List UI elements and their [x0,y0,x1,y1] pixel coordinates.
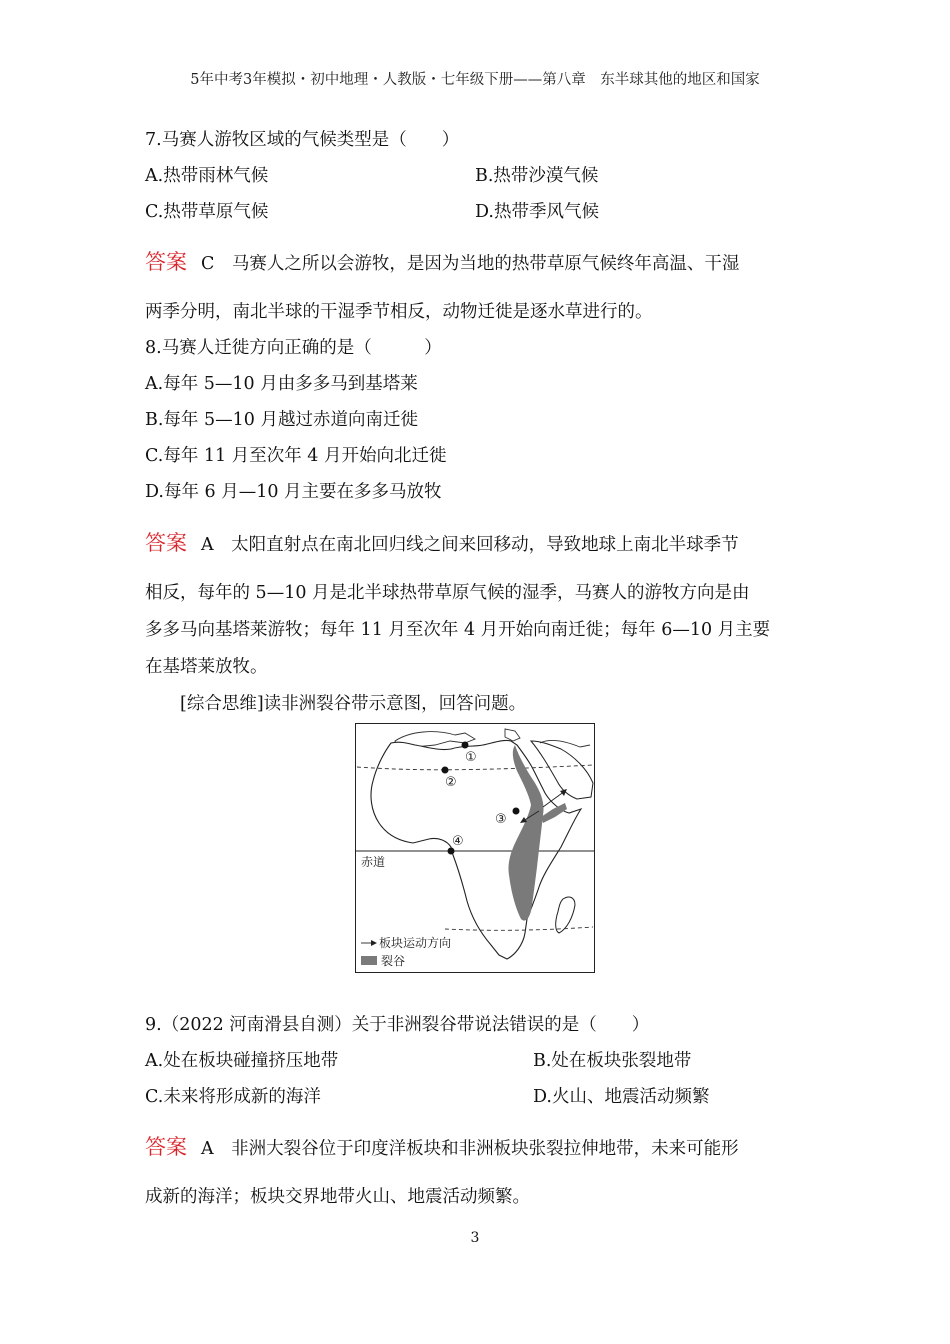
q8-option-c: C.每年 11 月至次年 4 月开始向北迁徙 [145,446,447,466]
marker-dot-2 [442,767,449,774]
q8-option-b: B.每年 5—10 月越过赤道向南迁徙 [145,410,418,430]
answer-8-line-4: 在基塔莱放牧。 [145,657,268,677]
q8-option-d: D.每年 6 月—10 月主要在多多马放牧 [145,482,442,502]
marker-label-2: ② [445,775,457,790]
answer-label: 答案 [145,1135,187,1159]
marker-label-3: ③ [495,812,507,827]
marker-label-4: ④ [452,834,464,849]
equator-label: 赤道 [361,855,386,869]
q7-option-a: A.热带雨林气候 [145,166,269,186]
answer-7-line-1: C 马赛人之所以会游牧，是因为当地的热带草原气候终年高温、干湿 [201,254,740,274]
answer-7-line-2: 两季分明，南北半球的干湿季节相反，动物迁徙是逐水草进行的。 [145,302,653,322]
q9-option-a: A.处在板块碰撞挤压地带 [145,1051,339,1071]
answer-7 [145,246,739,276]
answer-9-line-1: A 非洲大裂谷位于印度洋板块和非洲板块张裂拉伸地带，未来可能形 [201,1139,739,1159]
answer-label: 答案 [145,531,187,555]
page-header: 5年中考3年模拟・初中地理・人教版・七年级下册——第八章 东半球其他的地区和国家 [190,72,760,88]
answer-label: 答案 [145,250,187,274]
marker-label-1: ① [465,750,477,765]
marker-dot-3 [513,808,520,815]
q9-option-c: C.未来将形成新的海洋 [145,1087,321,1107]
answer-8-line-1: A 太阳直射点在南北回归线之间来回移动，导致地球上南北半球季节 [201,535,739,555]
africa-rift-map [355,723,595,973]
legend-rift-label: 裂谷 [381,954,406,968]
answer-9-line-2: 成新的海洋；板块交界地带火山、地震活动频繁。 [145,1187,530,1207]
q9-stem: 9.（2022 河南滑县自测）关于非洲裂谷带说法错误的是（ ） [145,1015,650,1035]
page-number: 3 [470,1230,480,1246]
q7-option-b: B.热带沙漠气候 [475,166,599,186]
q9-option-d: D.火山、地震活动频繁 [533,1087,710,1107]
q9-option-b: B.处在板块张裂地带 [533,1051,692,1071]
q8-stem: 8.马赛人迁徙方向正确的是（ ） [145,338,442,358]
marker-dot-1 [462,742,469,749]
q8-option-a: A.每年 5—10 月由多多马到基塔莱 [145,374,418,394]
answer-8-line-2: 相反，每年的 5—10 月是北半球热带草原气候的湿季，马赛人的游牧方向是由 [145,583,750,603]
q7-option-c: C.热带草原气候 [145,202,269,222]
legend-rift-swatch [361,956,377,965]
legend-arrow-label: 板块运动方向 [379,936,452,950]
map-intro: [综合思维]读非洲裂谷带示意图，回答问题。 [180,694,527,714]
answer-8-line-3: 多多马向基塔莱游牧；每年 11 月至次年 4 月开始向南迁徙；每年 6—10 月主要 [145,620,771,640]
q7-option-d: D.热带季风气候 [475,202,599,222]
answer-9 [145,1131,739,1161]
q7-stem: 7.马赛人游牧区域的气候类型是（ ） [145,130,460,150]
answer-8 [145,527,739,557]
